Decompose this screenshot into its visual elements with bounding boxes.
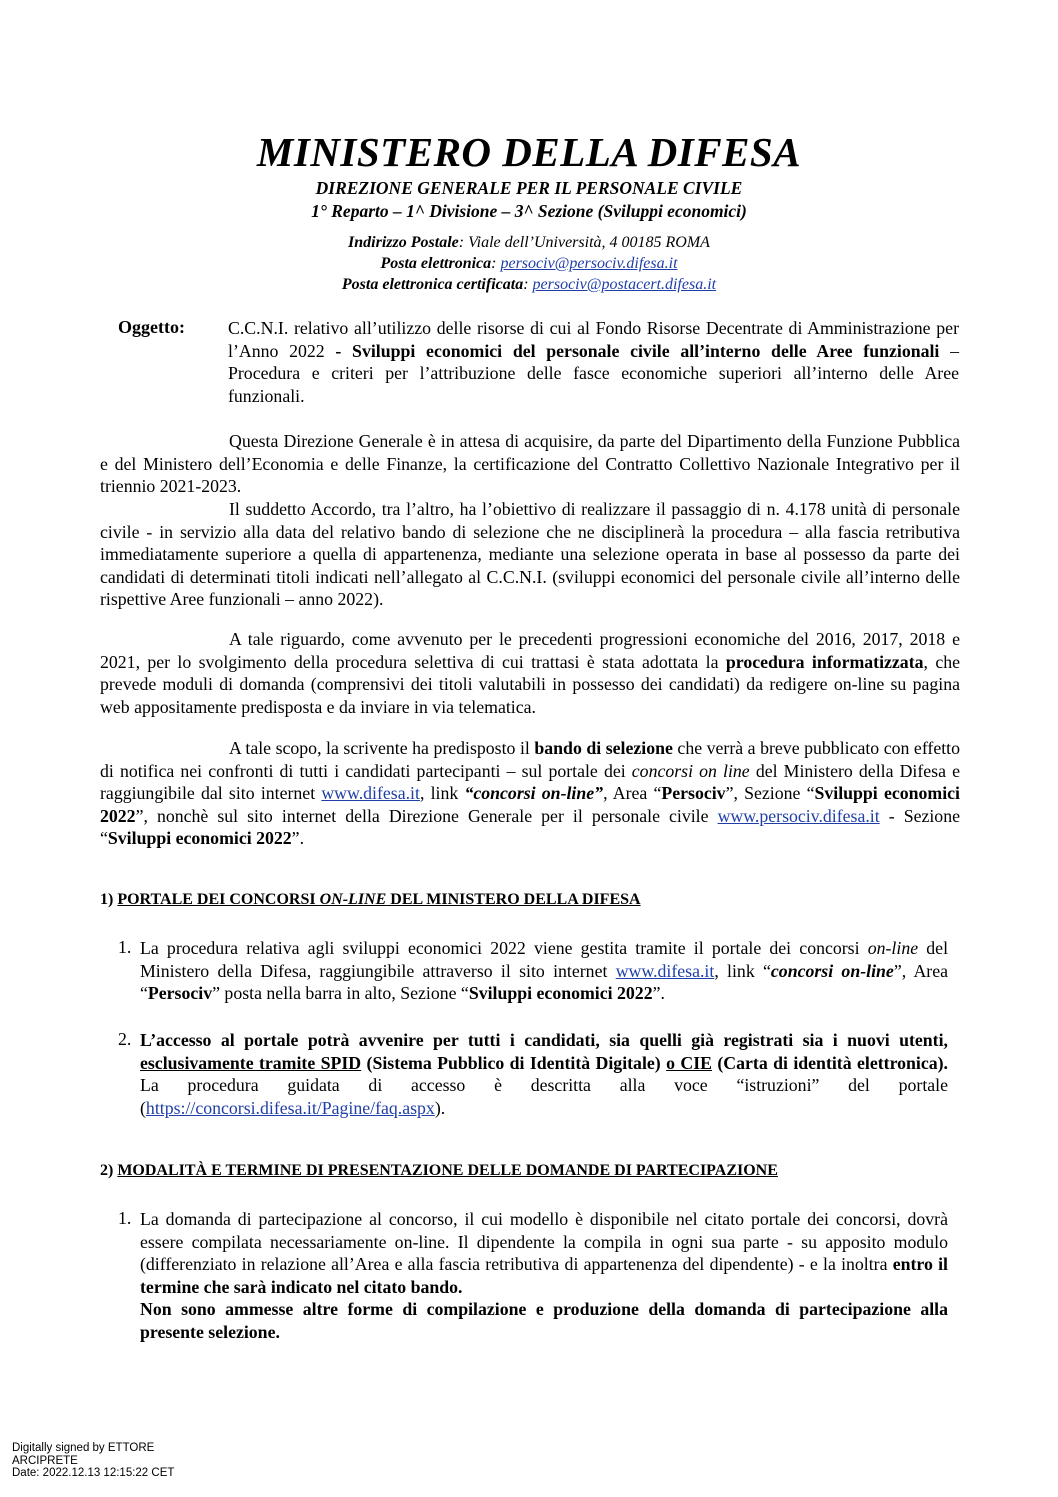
signature-line: Digitally signed by ETTORE	[12, 1442, 155, 1454]
p4-text: - Sezione “	[100, 805, 960, 849]
item-number: 1.	[118, 937, 132, 957]
p4-text: del Ministero della Difesa e raggiungibile dal sito internet	[100, 760, 961, 804]
section-1-heading	[100, 891, 641, 909]
p4-text: ”, nonchè sul sito internet della Direzione Generale per il personale civile	[135, 805, 718, 826]
paragraph-2: Il suddetto Accordo, tra l’altro, ha l’obiettivo di realizzare il passaggio di n. 4.178 unità di personale civile - in servizio alla data del relativo bando di selezione che ne disciplinerà la procedura – alla fascia retributiva immediatamente superiore a quella di appartenenza, mediante una selezione operata in base al possesso da parte dei candidati di determinati titoli indicati nell’allegato al C.C.N.I. (sviluppi economici del personale civile all’interno delle rispettive Aree funzionali – anno 2022).	[100, 499, 960, 610]
paragraph-4	[100, 737, 960, 850]
department-subtitle: 1° Reparto – 1^ Divisione – 3^ Sezione (Sviluppi economici)	[311, 201, 747, 221]
item-text: ”.	[652, 983, 665, 1004]
p4-bold: Sviluppi economici 2022	[100, 783, 960, 826]
p4-text: A tale scopo, la scrivente ha predisposto il	[229, 738, 535, 758]
item-bold: (Sistema Pubblico di Identità Digitale)	[361, 1052, 667, 1073]
item-bold-underline: esclusivamente tramite SPID	[140, 1052, 362, 1073]
item-bold: (Carta di identità elettronica).	[712, 1052, 949, 1073]
subject-label: Oggetto:	[118, 317, 185, 337]
postal-address	[0, 234, 1058, 252]
pec-link[interactable]: persociv@postacert.difesa.it	[532, 276, 717, 293]
item-number: 2.	[118, 1029, 132, 1049]
pec-line	[0, 276, 1058, 294]
item-italic: on-line	[867, 938, 919, 958]
difesa-link[interactable]: www.difesa.it	[321, 783, 420, 804]
directorate-subtitle: DIREZIONE GENERALE PER IL PERSONALE CIVILE	[315, 178, 743, 198]
p4-bold: Sviluppi economici 2022	[107, 828, 292, 849]
item-bold-italic: concorsi on-line	[770, 960, 894, 981]
p4-bold: Persociv	[661, 783, 726, 804]
p4-text: , link	[419, 783, 465, 804]
item-text: del Ministero della Difesa, raggiungibile attraverso il sito internet	[140, 938, 949, 981]
item-text: La procedura guidata di accesso è descritta alla voce “istruzioni” del portale (	[140, 1075, 948, 1118]
subject-part: C.C.N.I. relativo all’utilizzo delle risorse di cui al Fondo Risorse Decentrate di Amministrazione per l’Anno 2022	[228, 318, 959, 361]
signature-date: Date: 2022.12.13 12:15:22 CET	[12, 1467, 175, 1479]
p4-italic: concorsi on line	[631, 760, 750, 781]
item-text: La domanda di partecipazione al concorso, il cui modello è disponibile nel citato portale dei concorsi, dovrà essere compilata necessariamente on-line. Il dipendente la compila in ogni sua parte - su apposito modulo (differenziato in relazione all’Area e alla fascia retributiva di appartenenza del dipendente) - e la inoltra	[140, 1209, 948, 1275]
digital-signature	[12, 1442, 174, 1480]
paragraph-3	[100, 628, 960, 718]
p4-text: , Area “	[603, 783, 662, 804]
section-title: MODALITÀ E TERMINE DI PRESENTAZIONE DELLE DOMANDE DI PARTECIPAZIONE	[117, 1162, 778, 1179]
item-text: , link “	[714, 960, 771, 981]
signature-line: ARCIPRETE	[12, 1454, 78, 1467]
p4-text: ”.	[291, 828, 305, 849]
item-bold: L’accesso al portale potrà avvenire per tutti i candidati, sia quelli già registrati sia i nuovi utenti,	[140, 1030, 948, 1050]
p4-text: che verrà a breve pubblicato con effetto di notifica nei confronti di tutti i candidati partecipanti – sul portale dei	[100, 738, 960, 781]
p3-text: A tale riguardo, come avvenuto per le precedenti progressioni economiche del 2016, 2017, 2018 e 2021, per lo svolgimento della procedura selettiva di cui trattasi è stata adottata la	[100, 629, 960, 672]
section-title-part: DEL MINISTERO DELLA DIFESA	[386, 891, 641, 908]
section-number: 2)	[100, 1162, 118, 1179]
section-title-part: PORTALE DEI CONCORSI	[117, 891, 320, 908]
item-text: La procedura relativa agli sviluppi economici 2022 viene gestita tramite il portale dei concorsi	[140, 938, 868, 958]
item-bold: Persociv	[147, 983, 213, 1004]
section-1-item-2	[140, 1029, 948, 1119]
postal-value: : Viale dell’Università, 4 00185 ROMA	[458, 234, 710, 251]
pec-sep: :	[523, 276, 533, 293]
email-line	[0, 255, 1058, 273]
paragraph-1: Questa Direzione Generale è in attesa di acquisire, da parte del Dipartimento della Funzione Pubblica e del Ministero dell’Economia e delle Finanze, la certificazione del Contratto Collettivo Nazionale Integrativo per il triennio 2021-2023.	[100, 431, 960, 497]
faq-link[interactable]: https://concorsi.difesa.it/Pagine/faq.aspx	[145, 1097, 435, 1118]
item-bold: Non sono ammesse altre forme di compilazione e produzione della domanda di partecipazione alla presente selezione.	[140, 1299, 948, 1342]
postal-label: Indirizzo Postale	[348, 234, 459, 251]
item-bold-underline: o CIE	[666, 1052, 712, 1073]
item-bold: Sviluppi economici 2022	[468, 983, 653, 1004]
section-title	[117, 891, 640, 908]
item-text: ).	[434, 1097, 446, 1118]
section-2-heading	[100, 1162, 778, 1180]
p4-text: ”, Sezione “	[725, 783, 815, 804]
p3-bold: procedura informatizzata	[725, 651, 924, 672]
section-title-italic: ON-LINE	[319, 891, 387, 908]
pec-label: Posta elettronica certificata	[341, 276, 524, 293]
p3-text: , che prevede moduli di domanda (comprensivi dei titoli valutabili in possesso dei candidati) da redigere on-line su pagina web appositamente predisposta e da inviare in via telematica.	[100, 651, 960, 717]
ministry-title: MINISTERO DELLA DIFESA	[256, 129, 802, 175]
persociv-link[interactable]: www.persociv.difesa.it	[717, 805, 880, 826]
email-link[interactable]: persociv@persociv.difesa.it	[500, 255, 678, 272]
section-1-item-1	[140, 937, 948, 1005]
item-bold: entro il termine che sarà indicato nel citato bando.	[140, 1254, 948, 1297]
subject-text	[228, 317, 959, 407]
item-number: 1.	[118, 1208, 132, 1228]
item-text: ”, Area “	[140, 960, 949, 1004]
subject-bold: - Sviluppi economici del personale civile all’interno delle Aree funzionali	[335, 340, 940, 361]
email-label: Posta elettronica	[380, 255, 492, 272]
subject-part: – Procedura e criteri per l’attribuzione delle fasce economiche superiori all’interno delle Aree funzionali.	[228, 340, 959, 406]
section-2-item-1	[140, 1208, 948, 1344]
difesa-link[interactable]: www.difesa.it	[615, 960, 715, 981]
p4-bold: bando di selezione	[534, 738, 673, 758]
section-number: 1)	[100, 891, 118, 908]
email-sep: :	[491, 255, 501, 272]
item-text: ” posta nella barra in alto, Sezione “	[212, 983, 469, 1004]
p4-bold-italic: “concorsi on-line”	[464, 783, 604, 804]
